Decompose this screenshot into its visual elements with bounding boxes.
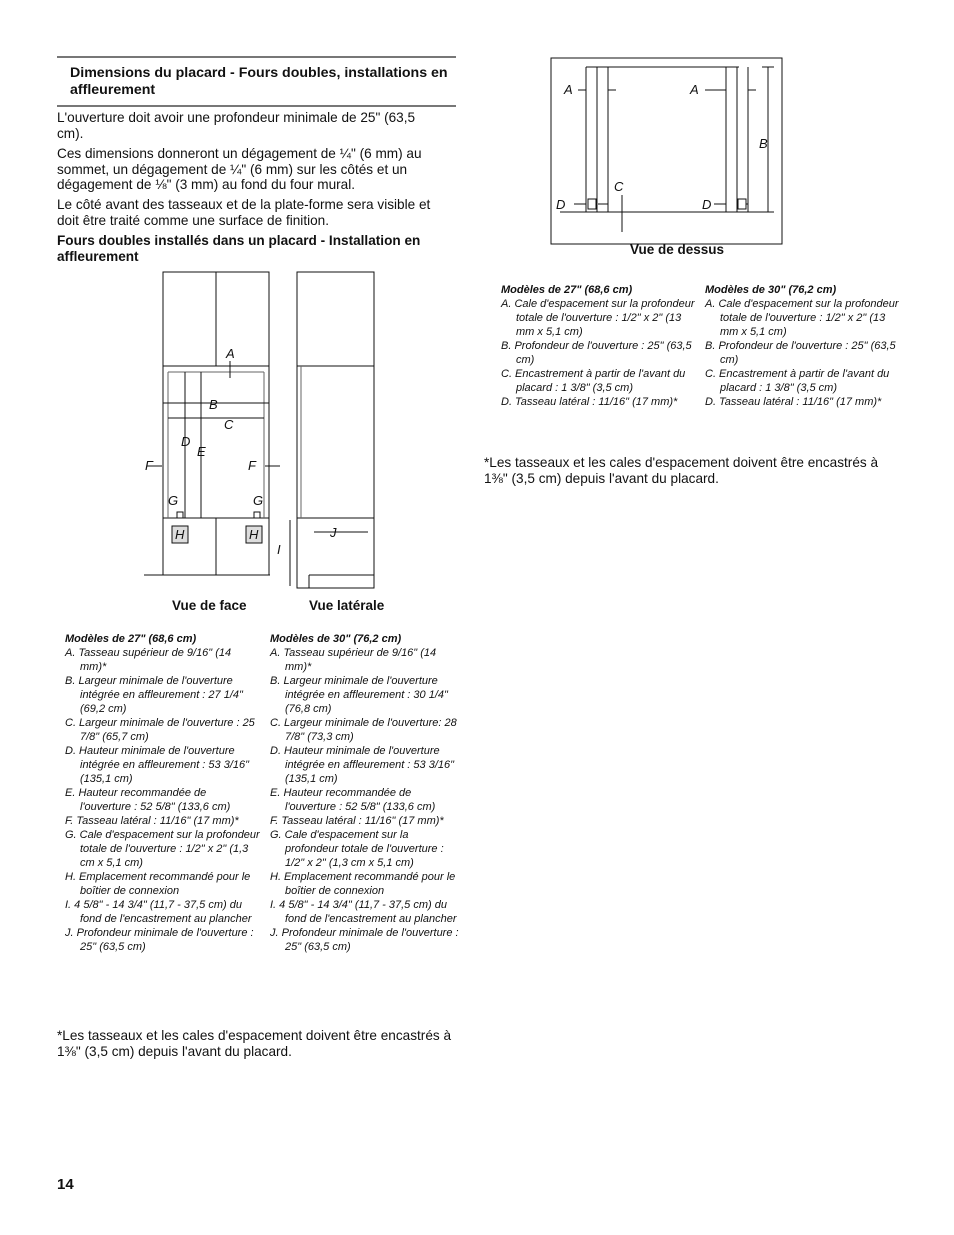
legend-27-top bbox=[501, 283, 696, 409]
legend-item: B. Largeur minimale de l'ouverture intégrée en affleurement : 30 1/4" (76,8 cm) bbox=[270, 675, 448, 715]
top-view-diagram bbox=[550, 57, 784, 245]
label-d-left: D bbox=[556, 197, 566, 212]
label-a-right: A bbox=[690, 82, 699, 97]
shim-g-left bbox=[177, 512, 183, 518]
paragraph-front-side: Le côté avant des tasseaux et de la plate-forme sera visible et doit être traité comme une surface de finition. bbox=[57, 197, 431, 228]
legend-item: D. Tasseau latéral : 11/16" (17 mm)* bbox=[705, 396, 882, 408]
paragraph-clearance: Ces dimensions donneront un dégagement de ¼" (6 mm) au sommet, un dégagement de ¼" (6 mm) sur les côtés et un dégagement de ⅛" (3 mm) au fond du four mural. bbox=[57, 146, 422, 192]
legend-27-front bbox=[65, 632, 260, 954]
legend-header: Modèles de 30" (76,2 cm) bbox=[270, 633, 402, 645]
legend-item: J. Profondeur minimale de l'ouverture : 25" (63,5 cm) bbox=[270, 927, 459, 953]
footnote-right: *Les tasseaux et les cales d'espacement doivent être encastrés à 1⅜" (3,5 cm) depuis l'avant du placard. bbox=[484, 455, 879, 486]
label-a-left: A bbox=[564, 82, 573, 97]
legend-item: B. Largeur minimale de l'ouverture intégrée en affleurement : 27 1/4" (69,2 cm) bbox=[65, 675, 243, 715]
legend-item: G. Cale d'espacement sur la profondeur totale de l'ouverture : 1/2" x 2" (1,3 cm x 5,1 cm) bbox=[65, 829, 260, 869]
footnote-left: *Les tasseaux et les cales d'espacement doivent être encastrés à 1⅜" (3,5 cm) depuis l'avant du placard. bbox=[57, 1028, 452, 1059]
label-f-left: F bbox=[145, 458, 153, 473]
legend-30-top bbox=[705, 283, 900, 409]
legend-item: C. Largeur minimale de l'ouverture: 28 7/8" (73,3 cm) bbox=[270, 717, 457, 743]
section-title: Dimensions du placard - Fours doubles, installations en affleurement bbox=[57, 56, 456, 107]
legend-item: I. 4 5/8" - 14 3/4" (11,7 - 37,5 cm) du fond de l'encastrement au plancher bbox=[65, 899, 252, 925]
legend-header: Modèles de 27" (68,6 cm) bbox=[501, 284, 633, 296]
label-d-right: D bbox=[702, 197, 712, 212]
legend-item: I. 4 5/8" - 14 3/4" (11,7 - 37,5 cm) du fond de l'encastrement au plancher bbox=[270, 899, 457, 925]
side-cabinet-outline bbox=[297, 272, 374, 588]
label-h-left: H bbox=[175, 527, 185, 542]
legend-item: C. Largeur minimale de l'ouverture : 25 7/8" (65,7 cm) bbox=[65, 717, 255, 743]
label-b: B bbox=[759, 136, 768, 151]
legend-item: A. Cale d'espacement sur la profondeur totale de l'ouverture : 1/2" x 2" (13 mm x 5,1 cm) bbox=[501, 298, 695, 338]
legend-item: D. Hauteur minimale de l'ouverture intégrée en affleurement : 53 3/16" (135,1 cm) bbox=[65, 745, 250, 785]
label-i: I bbox=[277, 542, 281, 557]
label-b: B bbox=[209, 397, 218, 412]
page-number: 14 bbox=[57, 1176, 74, 1193]
front-side-view-diagram bbox=[140, 268, 380, 593]
legend-item: A. Cale d'espacement sur la profondeur totale de l'ouverture : 1/2" x 2" (13 mm x 5,1 cm) bbox=[705, 298, 899, 338]
label-j: J bbox=[330, 525, 337, 540]
legend-item: C. Encastrement à partir de l'avant du placard : 1 3/8" (3,5 cm) bbox=[705, 368, 890, 394]
legend-30-front bbox=[270, 632, 460, 954]
legend-item: G. Cale d'espacement sur la profondeur totale de l'ouverture : 1/2" x 2" (1,3 cm x 5,1 cm) bbox=[270, 829, 444, 869]
legend-item: F. Tasseau latéral : 11/16" (17 mm)* bbox=[270, 815, 444, 827]
legend-item: C. Encastrement à partir de l'avant du placard : 1 3/8" (3,5 cm) bbox=[501, 368, 686, 394]
legend-item: D. Tasseau latéral : 11/16" (17 mm)* bbox=[501, 396, 678, 408]
legend-item: A. Tasseau supérieur de 9/16" (14 mm)* bbox=[65, 647, 232, 673]
legend-item: B. Profondeur de l'ouverture : 25" (63,5 cm) bbox=[501, 340, 692, 366]
label-f-right: F bbox=[248, 458, 256, 473]
subheading-flush-install: Fours doubles installés dans un placard - Installation en affleurement bbox=[57, 233, 421, 264]
paragraph-depth: L'ouverture doit avoir une profondeur minimale de 25" (63,5 cm). bbox=[57, 110, 416, 141]
shim-g-right bbox=[254, 512, 260, 518]
label-d: D bbox=[181, 434, 191, 449]
legend-header: Modèles de 30" (76,2 cm) bbox=[705, 284, 837, 296]
label-e: E bbox=[197, 444, 206, 459]
label-g-left: G bbox=[168, 493, 179, 508]
legend-item: B. Profondeur de l'ouverture : 25" (63,5 cm) bbox=[705, 340, 896, 366]
legend-item: D. Hauteur minimale de l'ouverture intégrée en affleurement : 53 3/16" (135,1 cm) bbox=[270, 745, 455, 785]
label-h-right: H bbox=[249, 527, 259, 542]
legend-item: H. Emplacement recommandé pour le boîtier de connexion bbox=[65, 871, 251, 897]
legend-item: J. Profondeur minimale de l'ouverture : 25" (63,5 cm) bbox=[65, 927, 254, 953]
caption-top-view: Vue de dessus bbox=[630, 242, 725, 257]
label-c: C bbox=[224, 417, 234, 432]
legend-item: E. Hauteur recommandée de l'ouverture : 52 5/8" (133,6 cm) bbox=[270, 787, 436, 813]
legend-item: A. Tasseau supérieur de 9/16" (14 mm)* bbox=[270, 647, 437, 673]
legend-header: Modèles de 27" (68,6 cm) bbox=[65, 633, 197, 645]
caption-side-view: Vue latérale bbox=[309, 598, 385, 613]
shim-d-left bbox=[588, 199, 596, 209]
legend-item: H. Emplacement recommandé pour le boîtier de connexion bbox=[270, 871, 456, 897]
legend-item: F. Tasseau latéral : 11/16" (17 mm)* bbox=[65, 815, 239, 827]
legend-item: E. Hauteur recommandée de l'ouverture : 52 5/8" (133,6 cm) bbox=[65, 787, 231, 813]
caption-front-view: Vue de face bbox=[172, 598, 247, 613]
label-g-right: G bbox=[253, 493, 264, 508]
shim-d-right bbox=[738, 199, 746, 209]
label-c: C bbox=[614, 179, 624, 194]
label-a: A bbox=[226, 346, 235, 361]
